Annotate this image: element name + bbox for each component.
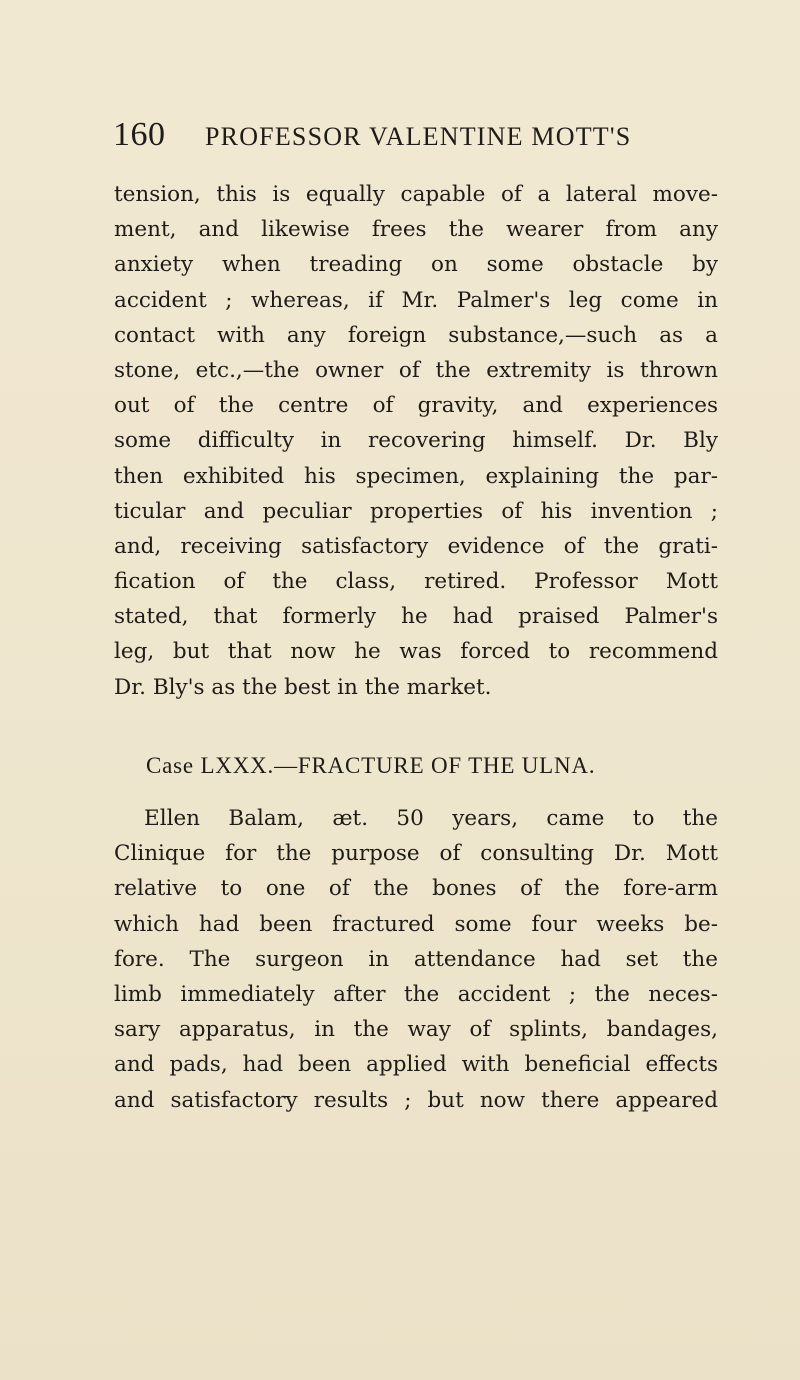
text-line: anxiety when treading on some obstacle by — [114, 252, 718, 278]
text-line: limb immediately after the accident ; the neces- — [114, 981, 718, 1007]
text-line: fication of the class, retired. Professor Mott — [114, 569, 718, 595]
text-line: sary apparatus, in the way of splints, bandages, — [114, 1017, 718, 1043]
text-line: leg, but that now he was forced to recommend — [114, 639, 718, 665]
text-line: stated, that formerly he had praised Palmer's — [114, 604, 718, 630]
text-line: ticular and peculiar properties of his invention ; — [114, 498, 718, 524]
text-line: ment, and likewise frees the wearer from any — [114, 217, 718, 243]
text-line: out of the centre of gravity, and experiences — [114, 393, 718, 419]
text-line: then exhibited his specimen, explaining the par- — [114, 463, 718, 489]
text-line: fore. The surgeon in attendance had set the — [114, 946, 718, 972]
text-line-last: Dr. Bly's as the best in the market. — [114, 674, 492, 700]
text-line: accident ; whereas, if Mr. Palmer's leg come in — [114, 287, 718, 313]
text-line: tension, this is equally capable of a lateral move- — [114, 182, 718, 207]
running-head: PROFESSOR VALENTINE MOTT'S — [205, 122, 632, 151]
text-line: some difficulty in recovering himself. Dr. Bly — [114, 428, 718, 454]
text-line: and, receiving satisfactory evidence of the grati- — [114, 533, 718, 559]
paragraph-1 — [114, 177, 718, 705]
text-line: and satisfactory results ; but now there appeared — [114, 1087, 718, 1113]
text-line: Clinique for the purpose of consulting Dr. Mott — [114, 841, 718, 867]
page-header — [113, 116, 753, 156]
text-line: stone, etc.,—the owner of the extremity is thrown — [114, 357, 718, 383]
paragraph-2 — [114, 801, 718, 1118]
page-number: 160 — [113, 116, 166, 153]
case-heading: Case LXXX.—FRACTURE OF THE ULNA. — [146, 753, 596, 778]
text-line: which had been fractured some four weeks be- — [114, 911, 718, 937]
text-line: and pads, had been applied with beneficial effects — [114, 1052, 718, 1078]
text-line-first: Ellen Balam, æt. 50 years, came to the — [144, 806, 718, 831]
text-line: contact with any foreign substance,—such as a — [114, 322, 718, 348]
text-line: relative to one of the bones of the fore-arm — [114, 876, 718, 902]
